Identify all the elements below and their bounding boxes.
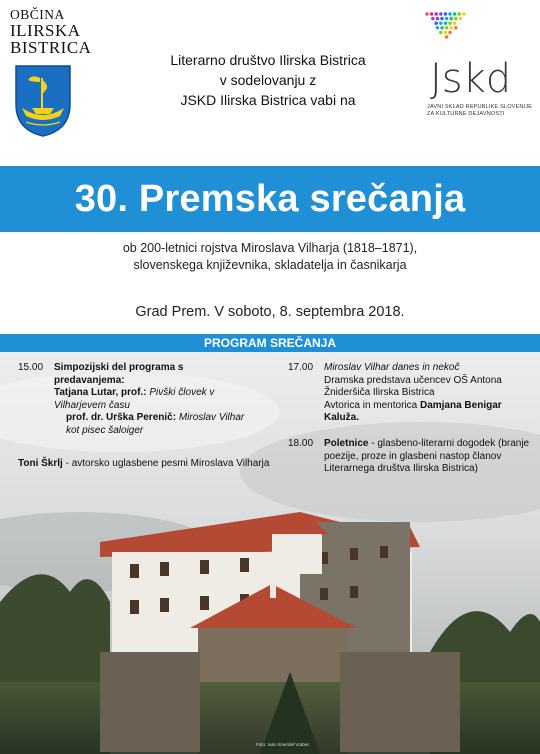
program-item-2-line-2: Dramska predstava učencev OŠ Antona	[324, 374, 502, 386]
event-subtitle-line-1: ob 200-letnici rojstva Miroslava Vilharja (1818–1871),	[122, 241, 418, 255]
event-date: Grad Prem. V soboto, 8. septembra 2018.	[135, 304, 405, 320]
jskd-subtitle	[427, 104, 532, 118]
speaker-2-topic-b: kot pisec šaloiger	[66, 424, 144, 436]
program-item-3-time: 18.00	[288, 438, 314, 449]
program-item-3-line-2: poezije, proze in glasbeni nastop članov	[324, 450, 502, 462]
event-title: 30. Premska srečanja	[74, 178, 466, 220]
invitation-line-3: JSKD Ilirska Bistrica vabi na	[180, 92, 356, 108]
photo-credit: Foto: Ivan Smerdel Vrabec	[256, 742, 310, 747]
program-item-2-line-3: Žnideršiča Ilirska Bistrica	[324, 387, 435, 398]
program-item-2-line-5: Kaluža.	[324, 412, 360, 423]
program-item-2-line-4a: Avtorica in mentorica	[324, 399, 420, 411]
invitation-line-2: v sodelovanju z	[219, 72, 317, 88]
speaker-1-name: Tatjana Lutar, prof.:	[54, 387, 147, 398]
municipality-line-1: OBČINA	[10, 7, 65, 22]
performance-description: - avtorsko uglasbene pesmi Miroslava Vilharja	[62, 458, 270, 469]
program-heading: PROGRAM SREČANJA	[203, 336, 336, 350]
municipality-line-3: BISTRICA	[10, 38, 92, 57]
program-item-2-line-1: Miroslav Vilhar danes in nekoč	[324, 362, 460, 373]
performer-name: Toni Škrlj	[18, 458, 63, 469]
program-item-1-title-a: Simpozijski del programa s	[54, 362, 184, 373]
invitation-text	[128, 50, 408, 110]
speaker-2-topic-a: Miroslav Vilhar	[178, 412, 245, 423]
program-item-1-extra	[18, 458, 278, 471]
municipality-name	[10, 8, 110, 56]
invitation-line-1: Literarno društvo Ilirska Bistrica	[170, 52, 366, 68]
municipality-logo	[10, 8, 110, 56]
program-item-3-line-1: - glasbeno-literarni dogodek (branje	[368, 438, 530, 449]
event-subtitle-line-2: slovenskega književnika, skladatelja in časnikarja	[133, 258, 407, 272]
coat-of-arms-icon	[14, 64, 72, 138]
program-item-1-title-b: predavanjema:	[54, 374, 125, 386]
jskd-subtitle-line-2: ZA KULTURNE DEJAVNOSTI	[427, 111, 505, 117]
program-item-1-time: 15.00	[18, 362, 44, 373]
jskd-subtitle-line-1: JAVNI SKLAD REPUBLIKE SLOVENIJE	[427, 104, 533, 110]
speaker-2-name: prof. dr. Urška Perenič:	[66, 412, 177, 423]
speaker-1-topic-a: Pivški človek v	[149, 387, 215, 398]
speaker-1-topic-b: Vilharjevem času	[54, 399, 130, 411]
municipality-line-2: ILIRSKA	[10, 21, 81, 40]
jskd-wordmark: Jskd	[430, 56, 512, 102]
event-subtitle	[60, 240, 480, 274]
program-item-3-title: Poletnice	[324, 438, 369, 449]
program-item-2-time: 17.00	[288, 362, 314, 373]
program-item-2-mentor: Damjana Benigar	[419, 399, 502, 411]
program-item-3-line-3: Literarnega društva Ilirska Bistrica)	[324, 463, 478, 474]
